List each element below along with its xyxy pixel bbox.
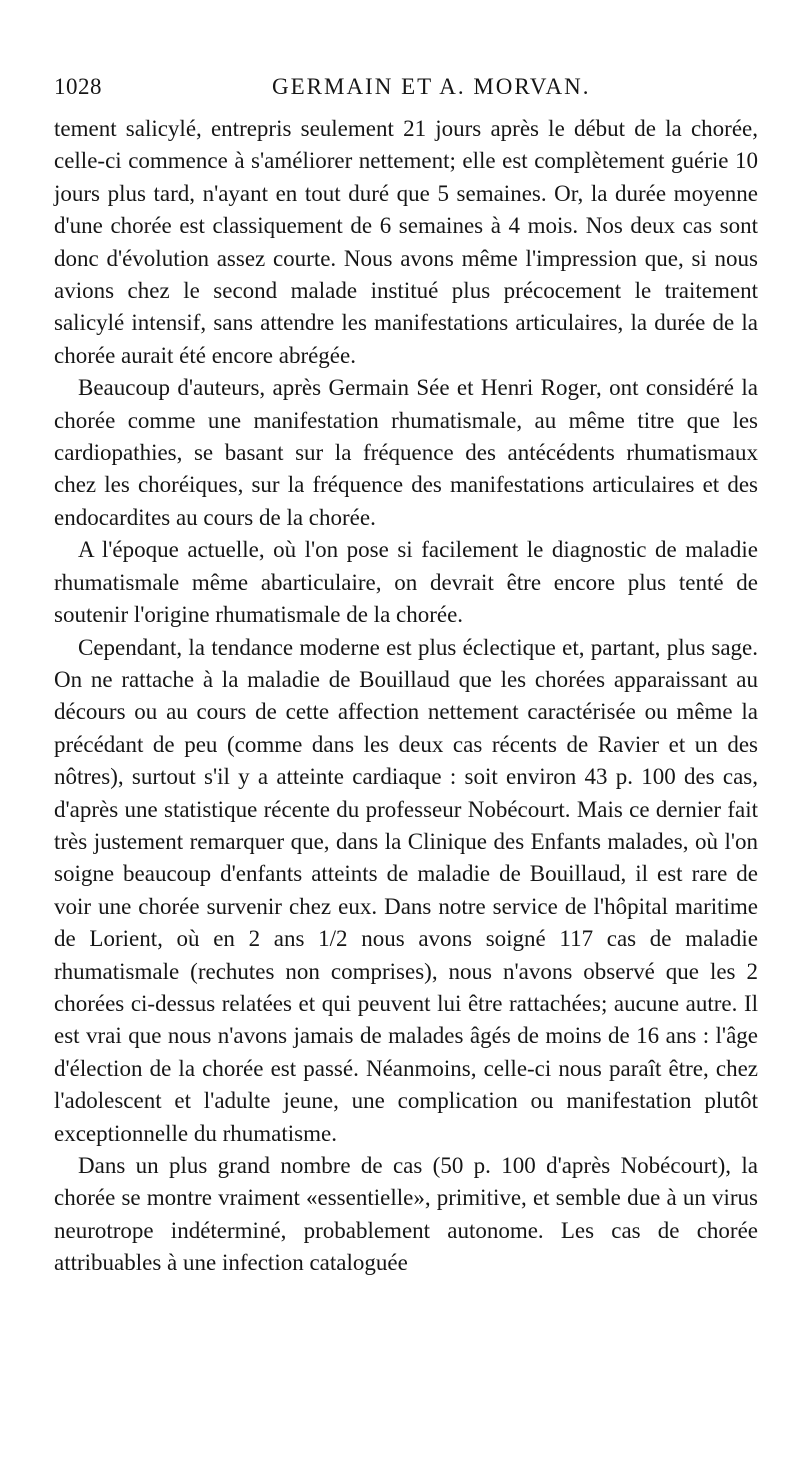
paragraph: Beaucoup d'auteurs, après Germain Sée et Henri Roger, ont considéré la chorée comme une manifestation rhumatismale, au même titre que les cardiopathies, se basant sur la fréquence des antécédents rhumatismaux chez les choréiques, sur la fréquence des manifestations articulaires et des endocardites au cours de la chorée.: [54, 375, 758, 530]
paragraph: Cependant, la tendance moderne est plus éclectique et, partant, plus sage. On ne rattache à la maladie de Bouillaud que les chorées apparaissant au décours ou au cours de cette affection nettement caractérisée ou même la précédant de peu (comme dans les deux cas récents de Ravier et un des nôtres), surtout s'il y a atteinte cardiaque : soit environ 43 p. 100 des cas, d'après une statistique récente du professeur Nobécourt. Mais ce dernier fait très justement remarquer que, dans la Clinique des Enfants malades, où l'on soigne beaucoup d'enfants atteints de maladie de Bouillaud, il est rare de voir une chorée survenir chez eux. Dans notre service de l'hôpital maritime de Lorient, où en 2 ans 1/2 nous avons soigné 117 cas de maladie rhumatismale (rechutes non comprises), nous n'avons observé que les 2 chorées ci-dessus relatées et qui peuvent lui être rattachées; aucune autre. Il est vrai que nous n'avons jamais de malades âgés de moins de 16 ans : l'âge d'élection de la chorée est passé. Néanmoins, celle-ci nous paraît être, chez l'adolescent et l'adulte jeune, une complication ou manifestation plutôt exceptionnelle du rhumatisme.: [54, 634, 758, 1146]
running-head: GERMAIN ET A. MORVAN.: [272, 74, 591, 99]
paragraph: A l'époque actuelle, où l'on pose si facilement le diagnostic de maladie rhumatismale même abarticulaire, on devrait être encore plus tenté de soutenir l'origine rhumatismale de la chorée.: [54, 537, 758, 628]
page-header: [54, 74, 754, 108]
paragraph: tement salicylé, entrepris seulement 21 jours après le début de la chorée, celle-ci commence à s'améliorer nettement; elle est complètement guérie 10 jours plus tard, n'ayant en tout duré que 5 semaines. Or, la durée moyenne d'une chorée est classiquement de 6 semaines à 4 mois. Nos deux cas sont donc d'évolution assez courte. Nous avons même l'impression que, si nous avions chez le second malade institué plus précocement le traitement salicylé intensif, sans attendre les manifestations articulaires, la durée de la chorée aurait été encore abrégée.: [54, 116, 758, 368]
paragraph: Dans un plus grand nombre de cas (50 p. 100 d'après Nobécourt), la chorée se montre vraiment «essentielle», primitive, et semble due à un virus neurotrope indéterminé, probablement autonome. Les cas de chorée attribuables à une infection cataloguée: [54, 1153, 758, 1276]
page-number: 1028: [54, 74, 102, 99]
body-text: [54, 113, 758, 1280]
